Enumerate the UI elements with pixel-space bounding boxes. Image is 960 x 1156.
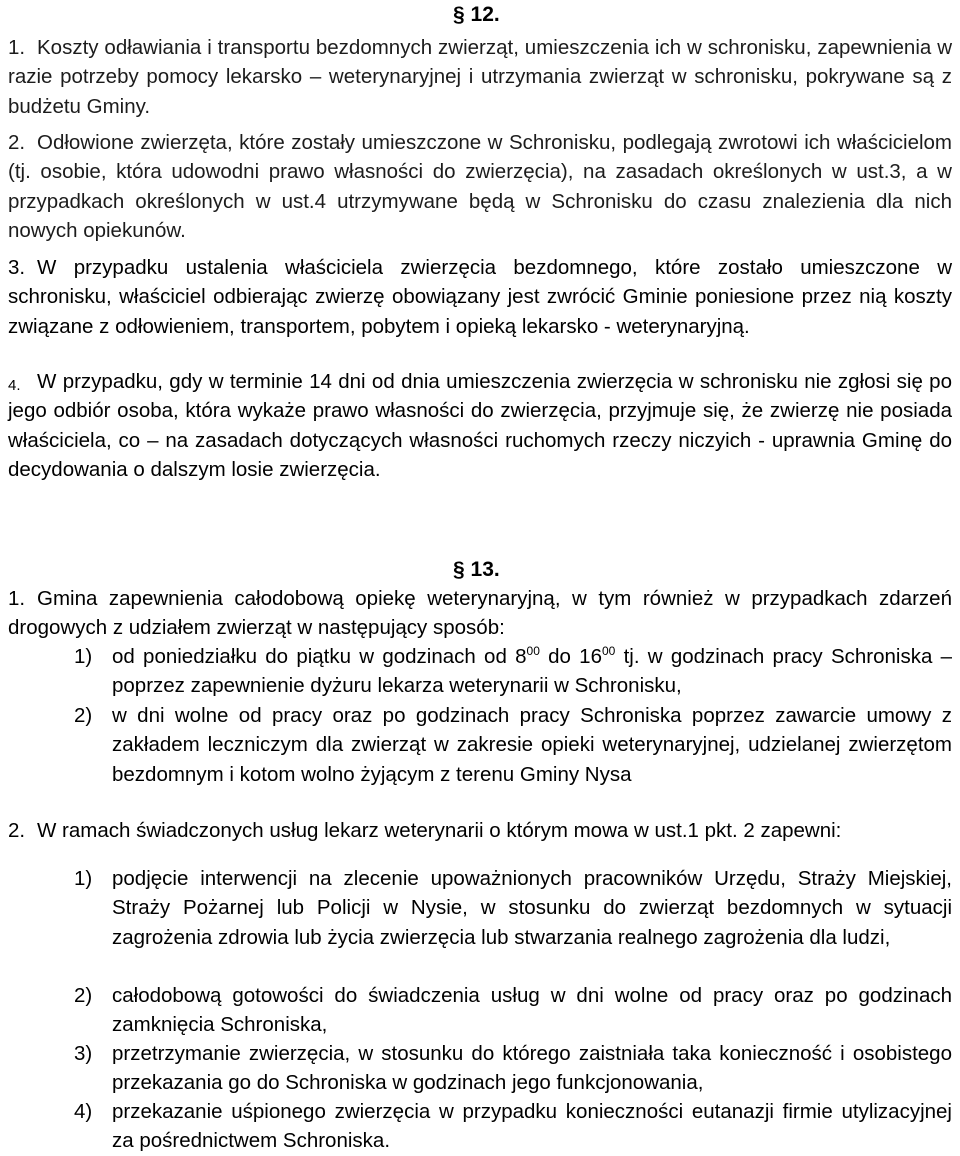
sub-number: 4) bbox=[74, 1100, 93, 1123]
item-text: W ramach świadczonych usług lekarz weterynarii o którym mowa w ust.1 pkt. 2 zapewni: bbox=[37, 819, 842, 842]
s13-item-1 bbox=[8, 584, 952, 643]
sub-text: w dni wolne od pracy oraz po godzinach pracy Schroniska poprzez zawarcie umowy z zakładem leczniczym dla zwierząt w zakresie opieki weterynaryjnej, udzielanej zwierzętom bezdomnym i kotom wolno żyjącym z terenu Gminy Nysa bbox=[112, 704, 952, 786]
s13-2-sub-4 bbox=[74, 1097, 952, 1156]
sub-number: 1) bbox=[74, 867, 93, 890]
s13-2-sub-1 bbox=[74, 864, 952, 952]
sub-number: 2) bbox=[74, 984, 93, 1007]
sub-text: od poniedziałku do piątku w godzinach od $8^{00}$ do $16^{00}$ tj. w godzinach pracy Schroniska – poprzez zapewnienie dyżuru lekarza weterynarii w Schronisku, bbox=[112, 644, 952, 698]
s12-item-4 bbox=[8, 367, 952, 484]
sub-number: 3) bbox=[74, 1042, 93, 1065]
s12-item-2 bbox=[8, 128, 952, 245]
s12-item-3 bbox=[8, 253, 952, 341]
item-text: Odłowione zwierzęta, które zostały umieszczone w Schronisku, podlegają zwrotowi ich właścicielom (tj. osobie, która udowodni prawo własności do zwierzęcia), na zasadach określonych w ust.3, a w przypadkach określonych w ust.4 utrzymywane będą w Schronisku do czasu znalezienia dla nich nowych opiekunów. bbox=[8, 131, 952, 242]
sub-number: 1) bbox=[74, 645, 93, 668]
s13-2-sub-3 bbox=[74, 1039, 952, 1098]
section-12-heading: § 12. bbox=[453, 3, 500, 26]
sub-text: podjęcie interwencji na zlecenie upoważnionych pracowników Urzędu, Straży Miejskiej, Straży Pożarnej lub Policji w Nysie, w stosunku do zwierząt bezdomnych w sytuacji zagrożenia zdrowia lub życia zwierzęcia lub stwarzania realnego zagrożenia dla ludzi, bbox=[112, 867, 952, 949]
s13-item-2 bbox=[8, 816, 952, 845]
item-number: 2. bbox=[8, 131, 26, 154]
sub-text: całodobową gotowości do świadczenia usług w dni wolne od pracy oraz po godzinach zamknięcia Schroniska, bbox=[112, 984, 952, 1037]
s13-1-sub-2 bbox=[74, 701, 952, 789]
section-13-heading: § 13. bbox=[453, 558, 500, 581]
item-text: Koszty odławiania i transportu bezdomnych zwierząt, umieszczenia ich w schronisku, zapewnienia w razie potrzeby pomocy lekarsko – weterynaryjnej i utrzymania zwierząt w schronisku, pokrywane są z budżetu Gminy. bbox=[8, 36, 952, 118]
s13-2-sub-2 bbox=[74, 981, 952, 1040]
s13-1-sub-1 bbox=[74, 642, 952, 701]
item-number: 1. bbox=[8, 36, 26, 59]
s12-item-1 bbox=[8, 33, 952, 121]
item-number: 3. bbox=[8, 256, 26, 279]
sub-text: przekazanie uśpionego zwierzęcia w przypadku konieczności eutanazji firmie utylizacyjnej za pośrednictwem Schroniska. bbox=[112, 1100, 952, 1153]
item-number: 1. bbox=[8, 587, 26, 610]
item-number: 2. bbox=[8, 819, 26, 842]
sub-text: przetrzymanie zwierzęcia, w stosunku do którego zaistniała taka konieczność i osobistego przekazania go do Schroniska w godzinach jego funkcjonowania, bbox=[112, 1042, 952, 1095]
item-text: W przypadku ustalenia właściciela zwierzęcia bezdomnego, które zostało umieszczone w schronisku, właściciel odbierając zwierzę obowiązany jest zwrócić Gminie poniesione przez nią koszty związane z odłowieniem, transportem, pobytem i opieką lekarsko - weterynaryjną. bbox=[8, 256, 952, 338]
item-text: W przypadku, gdy w terminie 14 dni od dnia umieszczenia zwierzęcia w schronisku nie zgłosi się po jego odbiór osoba, która wykaże prawo własności do zwierzęcia, przyjmuje się, że zwierzę nie posiada właściciela, co – na zasadach dotyczących własności ruchomych rzeczy niczyich - uprawnia Gminę do decydowania o dalszym losie zwierzęcia. bbox=[8, 370, 952, 481]
item-number: 4. bbox=[8, 377, 21, 394]
sub-number: 2) bbox=[74, 704, 93, 727]
item-text: Gmina zapewnienia całodobową opiekę weterynaryjną, w tym również w przypadkach zdarzeń drogowych z udziałem zwierząt w następujący sposób: bbox=[8, 587, 952, 640]
